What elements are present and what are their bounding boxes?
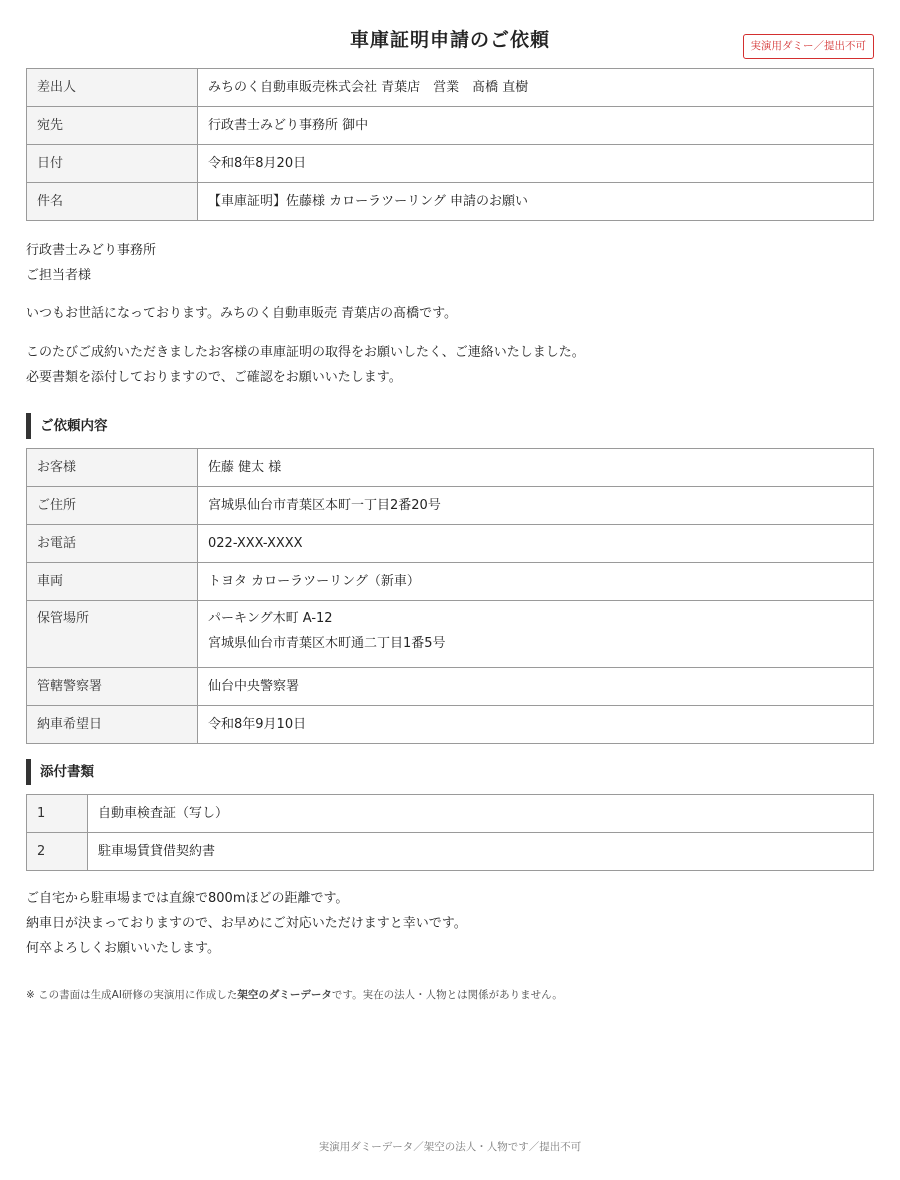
- table-row: [27, 601, 874, 668]
- dummy-badge: 実演用ダミー／提出不可: [743, 34, 875, 59]
- closing-line: 何卒よろしくお願いいたします。: [26, 941, 220, 956]
- body-line: 必要書類を添付しておりますので、ご確認をお願いいたします。: [26, 370, 402, 385]
- address-label: ご住所: [27, 487, 198, 525]
- parking-label: 保管場所: [27, 601, 198, 668]
- subject-value: 【車庫証明】佐藤様 カローラツーリング 申請のお願い: [198, 183, 874, 221]
- customer-value: 佐藤 健太 様: [198, 449, 874, 487]
- body-line: このたびご成約いただきましたお客様の車庫証明の取得をお願いしたく、ご連絡いたしました。: [26, 345, 585, 360]
- recipient-office: 行政書士みどり事務所: [26, 243, 157, 258]
- table-row: [27, 706, 874, 744]
- parking-value-cell: [198, 601, 874, 668]
- document-title: 車庫証明申請のご依頼: [349, 29, 550, 51]
- attachments-section-heading: 添付書類: [26, 759, 94, 785]
- table-row: [27, 668, 874, 706]
- note-suffix: です。実在の法人・人物とは関係がありません。: [331, 989, 563, 1001]
- request-section-heading: ご依頼内容: [26, 413, 108, 439]
- attachments-table: [26, 794, 874, 871]
- table-row: [27, 487, 874, 525]
- closing-text: [26, 886, 874, 961]
- greeting-text: いつもお世話になっております。みちのく自動車販売 青葉店の髙橋です。: [26, 306, 458, 321]
- letter-body: [26, 340, 874, 390]
- delivery-date-label: 納車希望日: [27, 706, 198, 744]
- closing-line: 納車日が決まっておりますので、お早めにご対応いただけますと幸いです。: [26, 916, 467, 931]
- table-row: [27, 145, 874, 183]
- page-footer: 実演用ダミーデータ／架空の法人・人物です／提出不可: [318, 1141, 582, 1153]
- attachment-name: 駐車場賃貸借契約書: [88, 833, 874, 871]
- date-value: 令和8年8月20日: [198, 145, 874, 183]
- table-row: [27, 525, 874, 563]
- table-row: [27, 795, 874, 833]
- table-row: [27, 833, 874, 871]
- table-row: [27, 183, 874, 221]
- phone-value: 022-XXX-XXXX: [198, 525, 874, 563]
- attachment-name: 自動車検査証（写し）: [88, 795, 874, 833]
- parking-address: 宮城県仙台市青葉区木町通二丁目1番5号: [208, 636, 446, 651]
- recipient-label: 宛先: [27, 107, 198, 145]
- table-row: [27, 69, 874, 107]
- customer-label: お客様: [27, 449, 198, 487]
- note-emphasis: 架空のダミーデータ: [237, 989, 332, 1001]
- phone-label: お電話: [27, 525, 198, 563]
- address-value: 宮城県仙台市青葉区本町一丁目2番20号: [198, 487, 874, 525]
- vehicle-label: 車両: [27, 563, 198, 601]
- recipient-value: 行政書士みどり事務所 御中: [198, 107, 874, 145]
- closing-line: ご自宅から駐車場までは直線で800mほどの距離です。: [26, 891, 349, 906]
- sender-value: みちのく自動車販売株式会社 青葉店 営業 髙橋 直樹: [198, 69, 874, 107]
- police-station-value: 仙台中央警察署: [198, 668, 874, 706]
- attachment-number: 2: [27, 833, 88, 871]
- parking-name: パーキング木町 A-12: [208, 611, 333, 626]
- table-row: [27, 107, 874, 145]
- recipient-person: ご担当者様: [26, 268, 92, 283]
- request-table: [26, 448, 874, 744]
- sender-label: 差出人: [27, 69, 198, 107]
- attachment-number: 1: [27, 795, 88, 833]
- table-row: [27, 449, 874, 487]
- header-info-table: [26, 68, 874, 221]
- delivery-date-value: 令和8年9月10日: [198, 706, 874, 744]
- table-row: [27, 563, 874, 601]
- date-label: 日付: [27, 145, 198, 183]
- note-prefix: ※ この書面は生成AI研修の実演用に作成した: [26, 989, 238, 1001]
- police-station-label: 管轄警察署: [27, 668, 198, 706]
- subject-label: 件名: [27, 183, 198, 221]
- disclaimer-note: [26, 986, 563, 1004]
- vehicle-value: トヨタ カローラツーリング（新車）: [198, 563, 874, 601]
- letter-recipient: [26, 238, 874, 288]
